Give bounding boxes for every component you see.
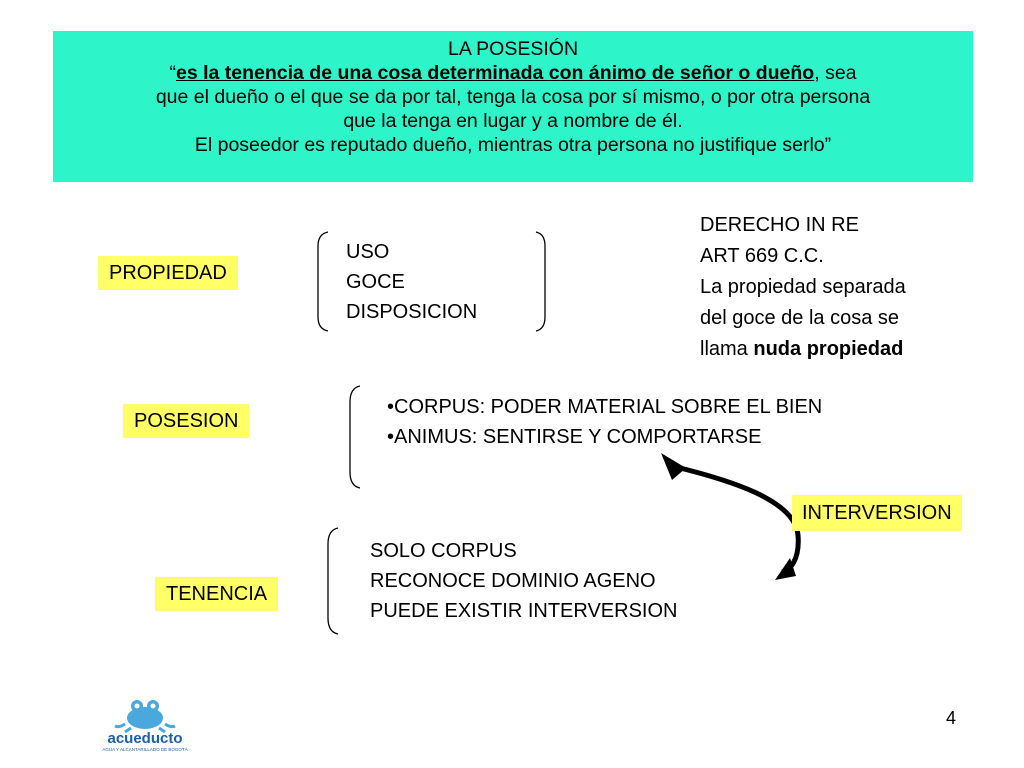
slide-title: LA POSESIÓN	[447, 38, 579, 60]
list-item: GOCE	[346, 271, 405, 293]
derecho-line-5	[700, 334, 906, 365]
list-item: PUEDE EXISTIR INTERVERSION	[370, 600, 678, 622]
arrowhead-up-icon	[661, 453, 686, 480]
logo-name: acueducto	[107, 730, 183, 747]
interversion-label: INTERVERSION	[792, 495, 962, 531]
definition-line-3: que la tenga en lugar y a nombre de él.	[343, 110, 683, 132]
posesion-items	[387, 392, 822, 452]
logo-subtitle: AGUA Y ALCANTARILLADO DE BOGOTÁ	[102, 747, 188, 752]
list-item: SOLO CORPUS	[370, 540, 517, 562]
tenencia-bracket	[328, 528, 338, 634]
tenencia-label: TENENCIA	[155, 577, 278, 611]
tenencia-items	[370, 536, 677, 626]
definition-bold: es la tenencia de una cosa determinada con ánimo de señor o dueño	[175, 62, 815, 84]
derecho-line-3: La propiedad separada	[700, 276, 906, 298]
frog-icon	[95, 694, 195, 734]
definition-line-2: que el dueño o el que se da por tal, tenga la cosa por sí mismo, o por otra persona	[155, 86, 871, 108]
list-item: RECONOCE DOMINIO AGENO	[370, 570, 656, 592]
list-item: •CORPUS: PODER MATERIAL SOBRE EL BIEN	[387, 396, 823, 418]
derecho-note	[700, 210, 906, 365]
propiedad-label: PROPIEDAD	[98, 256, 238, 290]
list-item: DISPOSICION	[346, 301, 478, 323]
derecho-line-4: del goce de la cosa se	[700, 307, 900, 329]
propiedad-bracket-right	[536, 232, 545, 331]
derecho-line-2: ART 669 C.C.	[700, 245, 824, 267]
interversion-arrow-curve	[672, 466, 798, 572]
list-item: USO	[346, 241, 390, 263]
definition-rest: , sea	[814, 62, 857, 84]
propiedad-items	[346, 237, 477, 327]
acueducto-logo	[95, 694, 195, 754]
derecho-line-1: DERECHO IN RE	[700, 214, 859, 236]
nuda-propiedad-text: nuda propiedad	[753, 338, 904, 360]
quote-open: “	[169, 62, 176, 84]
derecho-line-5-prefix: llama	[700, 338, 754, 360]
page-number: 4	[946, 708, 957, 728]
posesion-label: POSESION	[123, 404, 249, 438]
definition-line-4: El poseedor es reputado dueño, mientras otra persona no justifique serlo”	[194, 134, 832, 156]
list-item: •ANIMUS: SENTIRSE Y COMPORTARSE	[387, 426, 762, 448]
posesion-bracket	[350, 386, 360, 488]
propiedad-bracket-left	[318, 232, 328, 331]
